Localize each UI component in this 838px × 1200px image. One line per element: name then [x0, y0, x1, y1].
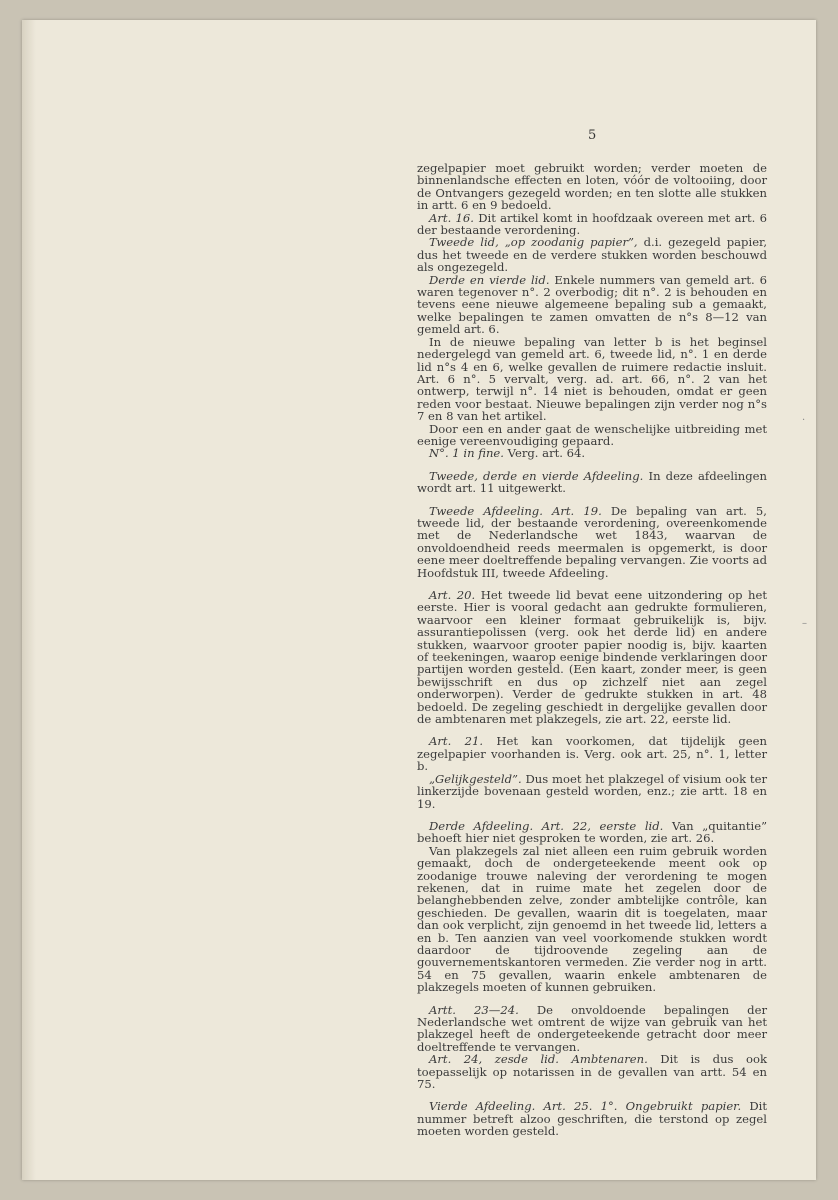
body-text: [417, 162, 767, 1138]
paragraph-lead: Tweede Afdeeling. Art. 19.: [429, 503, 602, 518]
paragraph-text: Dit nummer betreft alzoo geschriften, die terstond op zegel moeten worden gesteld.: [417, 1099, 767, 1139]
paragraph-text: In de nieuwe bepaling van letter b is het beginsel nedergelegd van gemeld art. 6, tweede lid, n°. 1 en derde lid n°s 4 en 6, welke gevallen de ruimere redactie insluit. Art. 6 n°. 5 vervalt, verg. ad. art. 66, n°. 2 van het ontwerp, terwijl n°. 14 niet is behouden, omdat er geen reden voor bestaat. Nieuwe bepalingen zijn verder nog n°s 7 en 8 van het artikel.: [417, 334, 767, 424]
paragraph-text: Verg. art. 64.: [503, 446, 586, 461]
paragraph-text: Het kan voorkomen, dat tijdelijk geen zegelpapier voorhanden is. Verg. ook art. 25, n°. 1, letter b.: [417, 734, 767, 774]
paragraph-lead: Tweede, derde en vierde Afdeeling.: [429, 468, 644, 483]
paragraph: [417, 1100, 767, 1137]
paragraph: [417, 236, 767, 273]
paragraph: [417, 336, 767, 423]
paragraph: [417, 845, 767, 994]
margin-mark: –: [802, 618, 807, 629]
paragraph: [417, 735, 767, 772]
paragraph-lead: N°. 1 in fine.: [429, 446, 504, 461]
paragraph-lead: Art. 21.: [429, 734, 484, 749]
paragraph: [417, 505, 767, 579]
paragraph-lead: Art. 16.: [429, 210, 474, 225]
paragraph: [417, 212, 767, 237]
margin-mark: ·: [802, 415, 806, 426]
paragraph-text: Van plakzegels zal niet alleen een ruim gebruik worden gemaakt, doch de ondergeteekende meent ook op zoodanige trouwe naleving der verordening te mogen rekenen, dat in ruime mate het zegelen door de belanghebbenden zelve, zonder ambtelijke contrôle, kan geschieden. De gevallen, waarin dit is toegelaten, maar dan ook verplicht, zijn genoemd in het tweede lid, letters a en b. Ten aanzien van veel voorkomende stukken wordt daardoor de tijdroovende zegeling aan de gouvernementskantoren vermeden. Zie verder nog in artt. 54 en 75 gevallen, waarin enkele ambtenaren de plakzegels moeten of kunnen gebruiken.: [417, 843, 767, 995]
document-page: [22, 20, 816, 1180]
paragraph-lead: Derde en vierde lid.: [429, 272, 550, 287]
paragraph-text: De onvoldoende bepalingen der Nederlandsche wet omtrent de wijze van gebruik van het plakzegel heeft de ondergeteekende getracht door meer doeltreffende te vervangen.: [417, 1002, 767, 1054]
paragraph-lead: Art. 20.: [429, 588, 476, 602]
paragraph-text: Het tweede lid bevat eene uitzondering op het eerste. Hier is vooral gedacht aan gedrukte formulieren, waarvoor een kleiner formaat gebruikelijk is, bijv. assurantiepolissen (verg. ook het derde lid) en andere stukken, waarvoor grooter papier noodig is, bijv. kaarten of teekeningen, waarop eenige bindende verklaringen door partijen worden gesteld. (Een kaart, zonder meer, is geen bewijsschrift en dus op zichzelf niet aan zegel onderworpen). Verder de gedrukte stukken in art. 48 bedoeld. De zegeling geschiedt in dergelijke gevallen door de ambtenaren met plakzegels, zie art. 22, eerste lid.: [417, 588, 767, 727]
paragraph: [417, 773, 767, 810]
paragraph: [417, 589, 767, 725]
paragraph-text: Dus moet het plakzegel of visium ook ter linkerzijde bovenaan gesteld worden, enz.; zie artt. 18 en 19.: [417, 771, 767, 811]
paragraph: [417, 1053, 767, 1090]
paragraph-text: d.i. gezegeld papier, dus het tweede en de verdere stukken worden beschouwd als ongezegeld.: [417, 235, 768, 275]
paragraph-lead: Artt. 23—24.: [429, 1002, 519, 1017]
paragraph-text: De bepaling van art. 5, tweede lid, der bestaande verordening, overeenkomende met de Nederlandsche wet 1843, waarvan de onvoldoendheid reeds meermalen is opgemerkt, is door eene meer doeltreffende bepaling vervangen. Zie voorts ad Hoofdstuk III, tweede Afdeeling.: [417, 503, 767, 580]
paragraph-text: Enkele nummers van gemeld art. 6 waren tegenover n°. 2 overbodig; dit n°. 2 is behouden en tevens eene nieuwe algemeene bepaling sub a gemaakt, welke bepalingen te zamen omvatten de n°s 8—12 van gemeld art. 6.: [417, 272, 767, 337]
paragraph: [417, 162, 767, 212]
page-spine: [22, 20, 36, 1180]
paragraph: [417, 447, 767, 459]
paragraph-text: Dit artikel komt in hoofdzaak overeen met art. 6 der bestaande verordening.: [417, 210, 767, 238]
paragraph: [417, 1004, 767, 1054]
paragraph: [417, 274, 767, 336]
paragraph-text: In deze afdeelingen wordt art. 11 uitgewerkt.: [417, 468, 767, 496]
paragraph-text: zegelpapier moet gebruikt worden; verder moeten de binnenlandsche effecten en loten, vóór de voltooiing, door de Ontvangers gezegeld worden; en ten slotte alle stukken in artt. 6 en 9 bedoeld.: [417, 161, 767, 213]
page-number: 5: [588, 128, 597, 143]
paragraph-text: Dit is dus ook toepasselijk op notarissen in de gevallen van artt. 54 en 75.: [417, 1052, 768, 1092]
paragraph-lead: Tweede lid, „op zoodanig papier”,: [429, 235, 638, 250]
paragraph: [417, 820, 767, 845]
paragraph-text: Door een en ander gaat de wenschelijke uitbreiding met eenige vereenvoudiging gepaard.: [417, 421, 767, 448]
paragraph: [417, 423, 767, 448]
paragraph-lead: Vierde Afdeeling. Art. 25. 1°. Ongebruikt papier.: [429, 1099, 742, 1114]
paragraph-lead: Derde Afdeeling. Art. 22, eerste lid.: [429, 818, 664, 833]
paragraph-lead: Art. 24, zesde lid. Ambtenaren.: [429, 1052, 648, 1067]
paragraph-lead: „Gelijkgesteld”.: [429, 771, 522, 786]
paragraph: [417, 470, 767, 495]
paragraph-text: Van „quitantie” behoeft hier niet gesproken te worden, zie art. 26.: [417, 818, 767, 846]
